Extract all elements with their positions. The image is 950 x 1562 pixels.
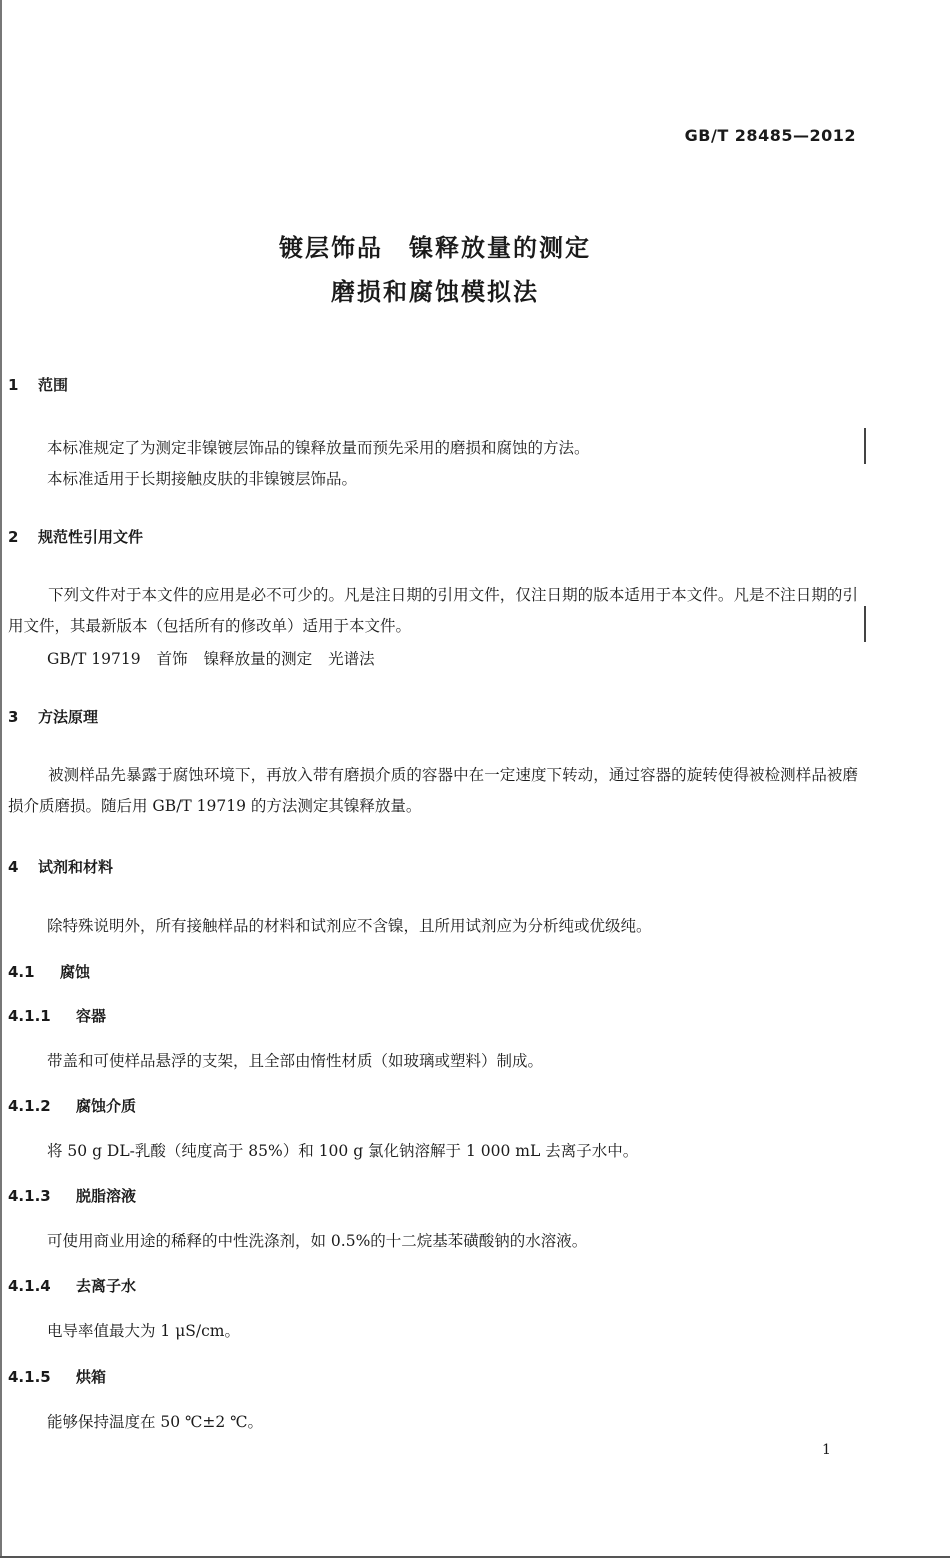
- paragraph: 本标准规定了为测定非镍镀层饰品的镍释放量而预先采用的磨损和腐蚀的方法。: [47, 439, 590, 457]
- section-number: 3: [8, 708, 19, 726]
- section-title: 腐蚀介质: [76, 1097, 137, 1115]
- section-number: 4.1.2: [8, 1097, 51, 1115]
- paragraph: 可使用商业用途的稀释的中性洗涤剂，如 0.5%的十二烷基苯磺酸钠的水溶液。: [47, 1232, 588, 1250]
- section-number: 4.1.3: [8, 1187, 51, 1205]
- paragraph: 除特殊说明外，所有接触样品的材料和试剂应不含镍，且所用试剂应为分析纯或优级纯。: [47, 917, 652, 935]
- standard-number: GB/T 28485—2012: [684, 126, 856, 145]
- paragraph-text: 被测样品先暴露于腐蚀环境下，再放入带有磨损介质的容器中在一定速度下转动，通过容器的旋转使得被检测样品被磨损介质磨损。随后用 GB/T 19719 的方法测定其镍释放量。: [8, 766, 858, 815]
- paragraph: 将 50 g DL-乳酸（纯度高于 85%）和 100 g 氯化钠溶解于 1 000 mL 去离子水中。: [47, 1142, 639, 1160]
- subsection-heading: [8, 961, 90, 982]
- revision-mark: [864, 428, 866, 464]
- section-title: 方法原理: [38, 708, 99, 726]
- paragraph: 能够保持温度在 50 ℃±2 ℃。: [47, 1413, 264, 1431]
- subsection-heading: [8, 1095, 136, 1116]
- section-number: 4.1: [8, 963, 35, 981]
- section-title: 烘箱: [76, 1368, 107, 1386]
- subsection-heading: [8, 1005, 106, 1026]
- section-title: 规范性引用文件: [38, 528, 144, 546]
- subsection-heading: [8, 1275, 136, 1296]
- section-title: 脱脂溶液: [76, 1187, 137, 1205]
- page-border-bottom: [0, 1556, 950, 1558]
- page-number: 1: [822, 1442, 831, 1458]
- paragraph: 电导率值最大为 1 μS/cm。: [47, 1322, 241, 1340]
- paragraph: [8, 580, 858, 642]
- paragraph: [8, 760, 858, 822]
- section-title: 试剂和材料: [38, 858, 114, 876]
- section-heading: [8, 374, 68, 395]
- section-title: 范围: [38, 376, 69, 394]
- section-title: 容器: [76, 1007, 107, 1025]
- section-heading: [8, 856, 113, 877]
- reference-title: 光谱法: [328, 650, 375, 668]
- paragraph-text: 下列文件对于本文件的应用是必不可少的。凡是注日期的引用文件，仅注日期的版本适用于本文件。凡是不注日期的引用文件，其最新版本（包括所有的修改单）适用于本文件。: [8, 586, 858, 635]
- section-number: 1: [8, 376, 19, 394]
- subsection-heading: [8, 1366, 106, 1387]
- document-title-line-2: 磨损和腐蚀模拟法: [331, 278, 539, 306]
- section-number: 4.1.1: [8, 1007, 51, 1025]
- revision-mark: [864, 606, 866, 642]
- section-number: 4.1.4: [8, 1277, 51, 1295]
- paragraph: 本标准适用于长期接触皮肤的非镍镀层饰品。: [47, 470, 358, 488]
- reference-title: 首饰: [156, 650, 188, 668]
- subsection-heading: [8, 1185, 136, 1206]
- reference-code: GB/T 19719: [47, 650, 141, 668]
- section-number: 4.1.5: [8, 1368, 51, 1386]
- document-title-line-1: 镀层饰品 镍释放量的测定: [279, 234, 591, 262]
- normative-reference: [47, 647, 391, 669]
- reference-title: 镍释放量的测定: [203, 650, 313, 668]
- section-heading: [8, 526, 143, 547]
- section-title: 腐蚀: [60, 963, 91, 981]
- section-title: 去离子水: [76, 1277, 137, 1295]
- section-number: 2: [8, 528, 19, 546]
- section-number: 4: [8, 858, 19, 876]
- paragraph: 带盖和可使样品悬浮的支架，且全部由惰性材质（如玻璃或塑料）制成。: [47, 1052, 544, 1070]
- section-heading: [8, 706, 98, 727]
